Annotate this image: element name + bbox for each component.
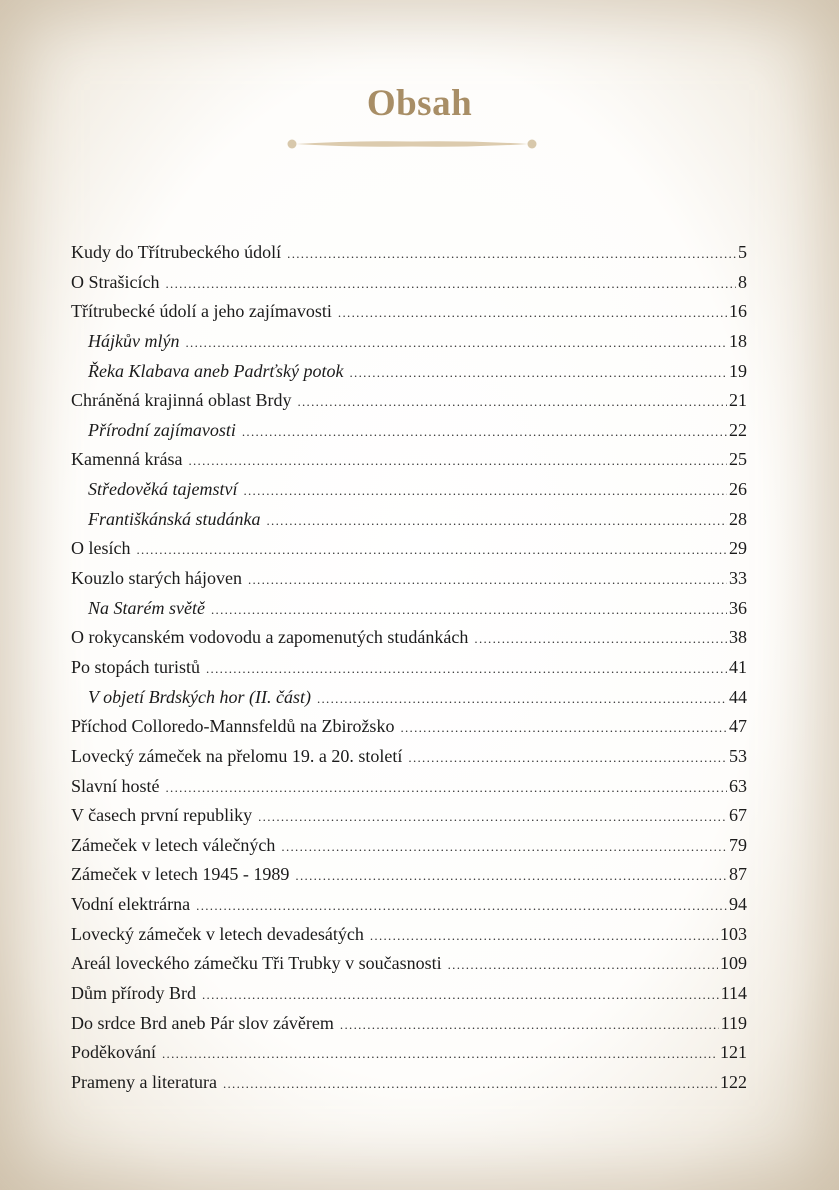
toc-dot-leader [287,239,736,269]
toc-subentry[interactable] [71,505,747,535]
toc-dot-leader [206,654,727,684]
toc-page-number: 25 [729,449,747,470]
toc-dot-leader [165,269,736,299]
toc-entry-title: Do srdce Brd aneb Pár slov závěrem [71,1012,334,1033]
toc-entry[interactable] [71,653,747,683]
toc-subentry[interactable] [71,357,747,387]
toc-entry[interactable] [71,386,747,416]
toc-entry[interactable] [71,890,747,920]
toc-page-number: 47 [729,716,747,737]
toc-entry-title: Kudy do Třítrubeckého údolí [71,242,282,262]
toc-entry-title: Řeka Klabava aneb Padrťský potok [88,360,344,381]
toc-dot-leader [281,832,727,862]
toc-entry[interactable] [71,979,747,1009]
toc-page-number: 119 [720,1012,747,1033]
toc-dot-leader [242,417,727,447]
toc-dot-leader [258,802,727,832]
toc-dot-leader [166,773,728,803]
toc-subentry[interactable] [71,594,747,624]
toc-entry-title: Františkánská studánka [88,508,261,529]
toc-page-number: 8 [738,271,747,292]
toc-page-number: 16 [729,301,747,322]
toc-entry[interactable] [71,623,747,653]
toc-dot-leader [297,387,727,417]
toc-dot-leader [248,565,727,595]
toc-entry[interactable] [71,801,747,831]
toc-dot-leader [448,950,718,980]
toc-page-number: 67 [729,805,747,826]
toc-dot-leader [202,980,719,1010]
toc-entry-title: Slavní hosté [71,775,160,796]
toc-page-number: 21 [729,390,747,411]
toc-entry[interactable] [71,949,747,979]
toc-dot-leader [338,298,727,328]
toc-entry-title: Prameny a literatura [71,1071,217,1092]
toc-entry-title: V objetí Brdských hor (II. část) [88,686,311,707]
toc-entry[interactable] [71,860,747,890]
toc-entry-title: Lovecký zámeček v letech devadesátých [71,923,364,944]
toc-entry-title: Zámeček v letech 1945 - 1989 [71,864,290,885]
toc-entry-title: O Strašicích [71,271,160,292]
toc-dot-leader [185,328,727,358]
toc-dot-leader [370,921,718,951]
toc-dot-leader [267,506,728,536]
toc-entry-title: O rokycanském vodovodu a zapomenutých studánkách [71,627,469,648]
toc-page-number: 19 [729,360,747,381]
toc-page-number: 103 [720,923,747,944]
toc-page-number: 22 [729,419,747,440]
toc-entry[interactable] [71,445,747,475]
toc-dot-leader [223,1069,718,1099]
toc-page-number: 38 [729,627,747,648]
toc-dot-leader [349,358,727,388]
toc-entry-title: O lesích [71,538,131,559]
toc-entry[interactable] [71,712,747,742]
toc-entry[interactable] [71,564,747,594]
title-ornament-divider [284,136,540,152]
toc-dot-leader [188,446,727,476]
toc-entry[interactable] [71,772,747,802]
toc-entry[interactable] [71,1038,747,1068]
toc-page-number: 18 [729,330,747,351]
toc-entry-title: Kamenná krása [71,449,183,470]
toc-dot-leader [400,713,727,743]
toc-dot-leader [340,1010,719,1040]
toc-entry[interactable] [71,742,747,772]
toc-entry-title: Středověká tajemství [88,479,238,500]
toc-entry-title: Příchod Colloredo-Mannsfeldů na Zbirožsko [71,716,395,737]
toc-entry-title: Třítrubecké údolí a jeho zajímavosti [71,301,332,322]
toc-subentry[interactable] [71,683,747,713]
toc-subentry[interactable] [71,416,747,446]
toc-entry[interactable] [71,534,747,564]
toc-entry[interactable] [71,920,747,950]
toc-dot-leader [474,624,727,654]
toc-entry-title: Dům přírody Brd [71,983,196,1004]
toc-subentry[interactable] [71,475,747,505]
toc-subentry[interactable] [71,327,747,357]
toc-page-number: 109 [720,953,747,974]
toc-dot-leader [136,535,727,565]
toc-page-number: 63 [729,775,747,796]
toc-entry-title: Přírodní zajímavosti [88,419,236,440]
toc-entry-title: Lovecký zámeček na přelomu 19. a 20. století [71,745,403,766]
toc-entry-title: Hájkův mlýn [88,330,180,351]
toc-entry[interactable] [71,831,747,861]
table-of-contents [71,238,747,1098]
toc-entry-title: Areál loveckého zámečku Tři Trubky v současnosti [71,953,442,974]
toc-page-number: 79 [729,834,747,855]
toc-dot-leader [196,891,727,921]
toc-page-number: 41 [729,656,747,677]
toc-entry[interactable] [71,1068,747,1098]
toc-entry[interactable] [71,238,747,268]
toc-page-number: 44 [729,686,747,707]
toc-page-number: 53 [729,745,747,766]
toc-entry[interactable] [71,1009,747,1039]
toc-page-number: 26 [729,479,747,500]
toc-page-number: 5 [738,242,747,262]
toc-page-number: 36 [729,597,747,618]
toc-page-number: 94 [729,894,747,915]
toc-page-number: 33 [729,568,747,589]
toc-entry-title: Chráněná krajinná oblast Brdy [71,390,292,411]
toc-page-number: 114 [720,983,747,1004]
toc-page-number: 87 [729,864,747,885]
toc-entry-title: V časech první republiky [71,805,253,826]
toc-entry-title: Po stopách turistů [71,656,200,677]
toc-page-number: 29 [729,538,747,559]
toc-entry-title: Na Starém světě [88,597,205,618]
toc-entry-title: Vodní elektrárna [71,894,191,915]
toc-page-number: 28 [729,508,747,529]
toc-page-number: 122 [720,1071,747,1092]
toc-entry-title: Poděkování [71,1042,156,1063]
toc-entry[interactable] [71,297,747,327]
toc-page-number: 121 [720,1042,747,1063]
toc-dot-leader [295,861,727,891]
toc-dot-leader [211,595,727,625]
toc-dot-leader [162,1039,718,1069]
toc-entry-title: Zámeček v letech válečných [71,834,276,855]
toc-entry-title: Kouzlo starých hájoven [71,568,242,589]
toc-dot-leader [243,476,727,506]
toc-entry[interactable] [71,268,747,298]
toc-dot-leader [317,684,727,714]
toc-dot-leader [408,743,727,773]
page-title: Obsah [366,83,473,124]
